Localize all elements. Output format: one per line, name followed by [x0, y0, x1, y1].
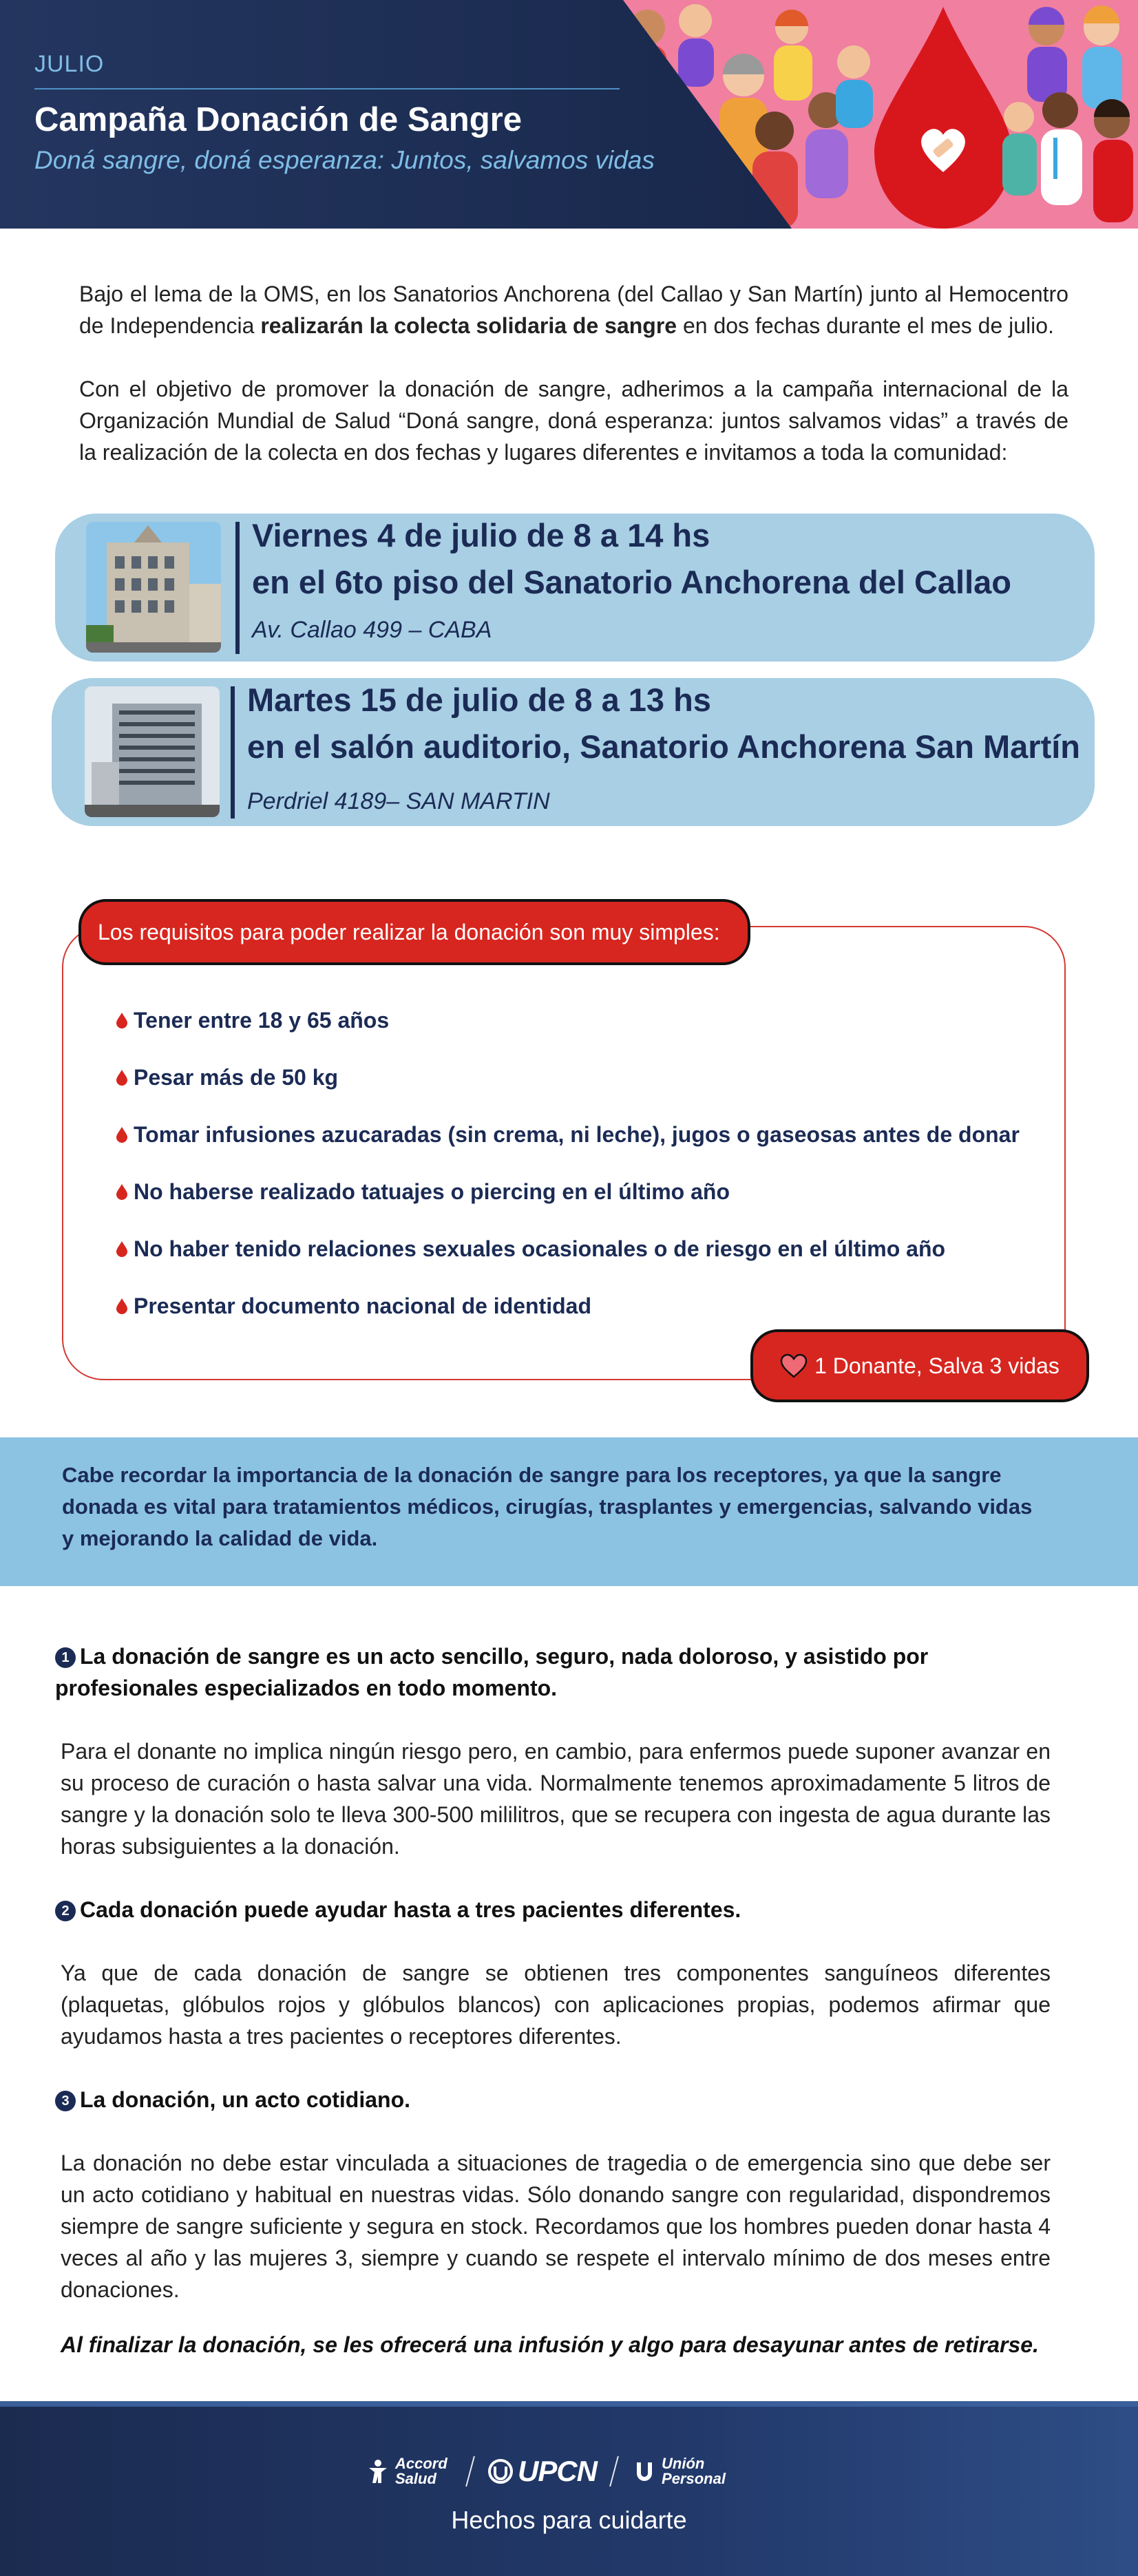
event-divider — [231, 686, 235, 819]
blood-drop-icon — [116, 1012, 128, 1028]
section-heading-text: La donación, un acto cotidiano. — [80, 2087, 411, 2112]
logo-separator — [609, 2456, 619, 2487]
event-address-san-martin: Perdriel 4189– SAN MARTIN — [247, 788, 550, 814]
upcn-logo — [487, 2455, 597, 2488]
event-address-callao: Av. Callao 499 – CABA — [252, 617, 492, 643]
blood-drop-icon — [116, 1298, 128, 1314]
logo-separator — [465, 2456, 475, 2487]
section-body-3: La donación no debe estar vinculada a situaciones de tragedia o de emergencia sino que debe ser un acto cotidiano y habitual en nuestras vidas. Sólo donando sangre con regularidad, dispondremos siempre de sangre suficiente y segura en stock. Recordamos que los hombres pueden donar hasta 4 veces al año y las mujeres 3, siempre y cuando se respete el intervalo mínimo de dos meses entre donaciones. — [61, 2151, 1051, 2302]
event-card-callao — [55, 514, 1095, 662]
header-month: JULIO — [34, 51, 105, 77]
blood-drop-icon — [116, 1183, 128, 1200]
blood-drop-icon — [116, 1069, 128, 1086]
closing-note: Al finalizar la donación, se les ofrecerá una infusión y algo para desayunar antes de retirarse. — [61, 2332, 1039, 2357]
footer-logos — [365, 2452, 778, 2491]
event-divider — [235, 522, 240, 654]
building-photo-callao — [86, 522, 221, 653]
requirement-text: Presentar documento nacional de identidad — [134, 1293, 592, 1318]
intro-paragraph-1 — [79, 278, 1068, 341]
header-divider — [34, 88, 620, 89]
union-personal-text: Unión Personal — [662, 2455, 726, 2487]
number-badge: 1 — [55, 1647, 76, 1668]
building-photo-san-martin — [85, 686, 220, 817]
requirement-text: No haber tenido relaciones sexuales ocasionales o de riesgo en el último año — [134, 1236, 946, 1261]
intro-p1-bold: realizarán la colecta solidaria de sangre — [260, 313, 677, 338]
intro-p1-end: en dos fechas durante el mes de julio. — [677, 313, 1054, 338]
section-body-1: Para el donante no implica ningún riesgo pero, en cambio, para enfermos puede suponer avanzar en su proceso de curación o hasta salvar una vida. Normalmente tenemos aproximadamente 5 litros de sangre y la donación solo te lleva 300-500 mililitros, que se recupera con ingesta de agua durante las horas subsiguientes a la donación. — [61, 1739, 1051, 1859]
heart-icon — [780, 1353, 808, 1378]
page-title: Campaña Donación de Sangre — [34, 101, 522, 138]
intro-paragraph-2: Con el objetivo de promover la donación de sangre, adherimos a la campaña internacional de la Organización Mundial de Salud “Doná sangre, doná esperanza: juntos salvamos vidas” a través de la realización de la colecta en dos fechas y lugares diferentes e invitamos a toda la comunidad: — [79, 377, 1068, 465]
section-heading-text: La donación de sangre es un acto sencillo, seguro, nada doloroso, y asistido por profesionales especializados en todo momento. — [55, 1644, 929, 1700]
blood-drop-icon — [116, 1126, 128, 1143]
section-heading-text: Cada donación puede ayudar hasta a tres pacientes diferentes. — [80, 1897, 741, 1922]
union-personal-logo — [631, 2456, 737, 2487]
page-subtitle: Doná sangre, doná esperanza: Juntos, salvamos vidas — [34, 146, 655, 174]
intro-p1-start: Bajo el lema de la OMS, en los Sanatorios Anchorena (del Callao y San Martín) junto al Hemocentro de Independencia — [79, 282, 1068, 338]
requirement-item — [116, 1289, 591, 1322]
importance-text: Cabe recordar la importancia de la donación de sangre para los receptores, ya que la sangre donada es vital para tratamientos médicos, cirugías, trasplantes y emergencias, salvando vidas y mejorando la calidad de vida. — [62, 1463, 1033, 1550]
header-banner — [0, 0, 1138, 229]
accord-salud-text: Accord Salud — [395, 2455, 447, 2487]
requirement-item — [116, 1004, 389, 1037]
requirement-item — [116, 1232, 945, 1265]
section-heading-3 — [55, 2084, 410, 2115]
accord-figure-icon — [365, 2458, 391, 2484]
accord-salud-logo — [365, 2456, 453, 2487]
event-date-san-martin: Martes 15 de julio de 8 a 13 hs — [247, 682, 711, 718]
requirement-item — [116, 1061, 338, 1094]
requirement-text: No haberse realizado tatuajes o piercing en el último año — [134, 1179, 730, 1204]
donor-slogan-badge — [750, 1329, 1089, 1402]
event-date-callao: Viernes 4 de julio de 8 a 14 hs — [252, 517, 710, 553]
requirements-title: Los requisitos para poder realizar la donación son muy simples: — [78, 899, 750, 965]
upcn-text: UPCN — [518, 2455, 598, 2487]
requirement-item — [116, 1175, 730, 1208]
event-location-callao: en el 6to piso del Sanatorio Anchorena del Callao — [252, 564, 1011, 600]
requirement-item — [116, 1118, 1020, 1151]
requirement-text: Tener entre 18 y 65 años — [134, 1007, 390, 1033]
event-location-san-martin: en el salón auditorio, Sanatorio Anchorena San Martín — [247, 728, 1080, 765]
footer-tagline: Hechos para cuidarte — [451, 2506, 687, 2534]
intro-text — [79, 278, 1068, 468]
requirement-text: Pesar más de 50 kg — [134, 1064, 339, 1090]
donor-slogan-text: 1 Donante, Salva 3 vidas — [814, 1353, 1060, 1378]
section-body-2: Ya que de cada donación de sangre se obtienen tres componentes sanguíneos diferentes (plaquetas, glóbulos rojos y glóbulos blancos) con aplicaciones propias, podemos afirmar que ayudamos hasta a tres pacientes o receptores diferentes. — [61, 1961, 1051, 2049]
blood-drop-icon — [116, 1241, 128, 1257]
section-heading-1 — [55, 1640, 1053, 1704]
upcn-mark-icon — [487, 2458, 514, 2484]
number-badge: 3 — [55, 2091, 76, 2111]
union-personal-mark-icon — [631, 2458, 657, 2484]
requirement-text: Tomar infusiones azucaradas (sin crema, ni leche), jugos o gaseosas antes de donar — [134, 1121, 1020, 1147]
event-card-san-martin — [52, 678, 1095, 826]
number-badge: 2 — [55, 1901, 76, 1921]
section-heading-2 — [55, 1894, 741, 1925]
